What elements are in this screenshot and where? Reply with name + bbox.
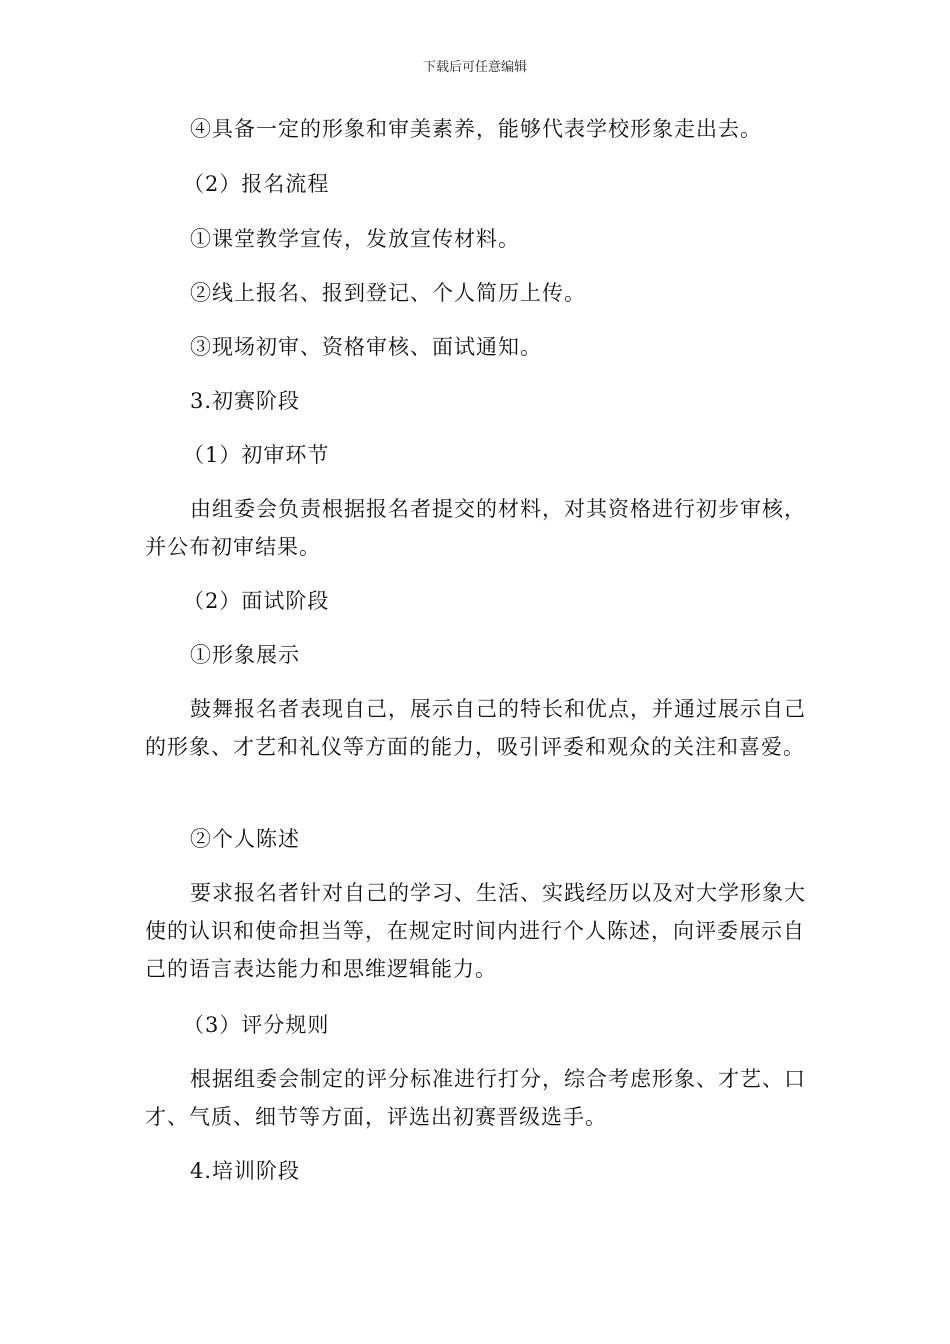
- process-item-3: ③现场初审、资格审核、面试通知。: [190, 335, 542, 359]
- section-heading-interview: （2）面试阶段: [183, 589, 330, 613]
- interview-item-image-display: ①形象展示: [190, 643, 300, 667]
- stage-heading-preliminary: 3.初赛阶段: [190, 389, 301, 413]
- section-heading-initial-review: （1）初审环节: [183, 443, 330, 467]
- requirement-item-4: ④具备一定的形象和审美素养，能够代表学校形象走出去。: [190, 117, 762, 141]
- paragraph-initial-review: 由组委会负责根据报名者提交的材料，对其资格进行初步审核，并公布初审结果。: [145, 497, 806, 559]
- paragraph-scoring-rules: 根据组委会制定的评分标准进行打分，综合考虑形象、才艺、口才、气质、细节等方面，评选出初赛晋级选手。: [145, 1067, 806, 1129]
- paragraph-personal-statement: 要求报名者针对自己的学习、生活、实践经历以及对大学形象大使的认识和使命担当等，在规定时间内进行个人陈述，向评委展示自己的语言表达能力和思维逻辑能力。: [145, 881, 806, 981]
- section-heading-registration-process: （2）报名流程: [183, 172, 330, 196]
- process-item-2: ②线上报名、报到登记、个人简历上传。: [190, 281, 586, 305]
- paragraph-image-display: 鼓舞报名者表现自己，展示自己的特长和优点，并通过展示自己的形象、才艺和礼仪等方面的能力，吸引评委和观众的关注和喜爱。: [145, 697, 806, 759]
- stage-heading-training: 4.培训阶段: [190, 1159, 301, 1183]
- interview-item-personal-statement: ②个人陈述: [190, 827, 300, 851]
- process-item-1: ①课堂教学宣传，发放宣传材料。: [190, 227, 520, 251]
- section-heading-scoring-rules: （3）评分规则: [183, 1013, 330, 1037]
- page-header-note: 下载后可任意编辑: [422, 60, 527, 75]
